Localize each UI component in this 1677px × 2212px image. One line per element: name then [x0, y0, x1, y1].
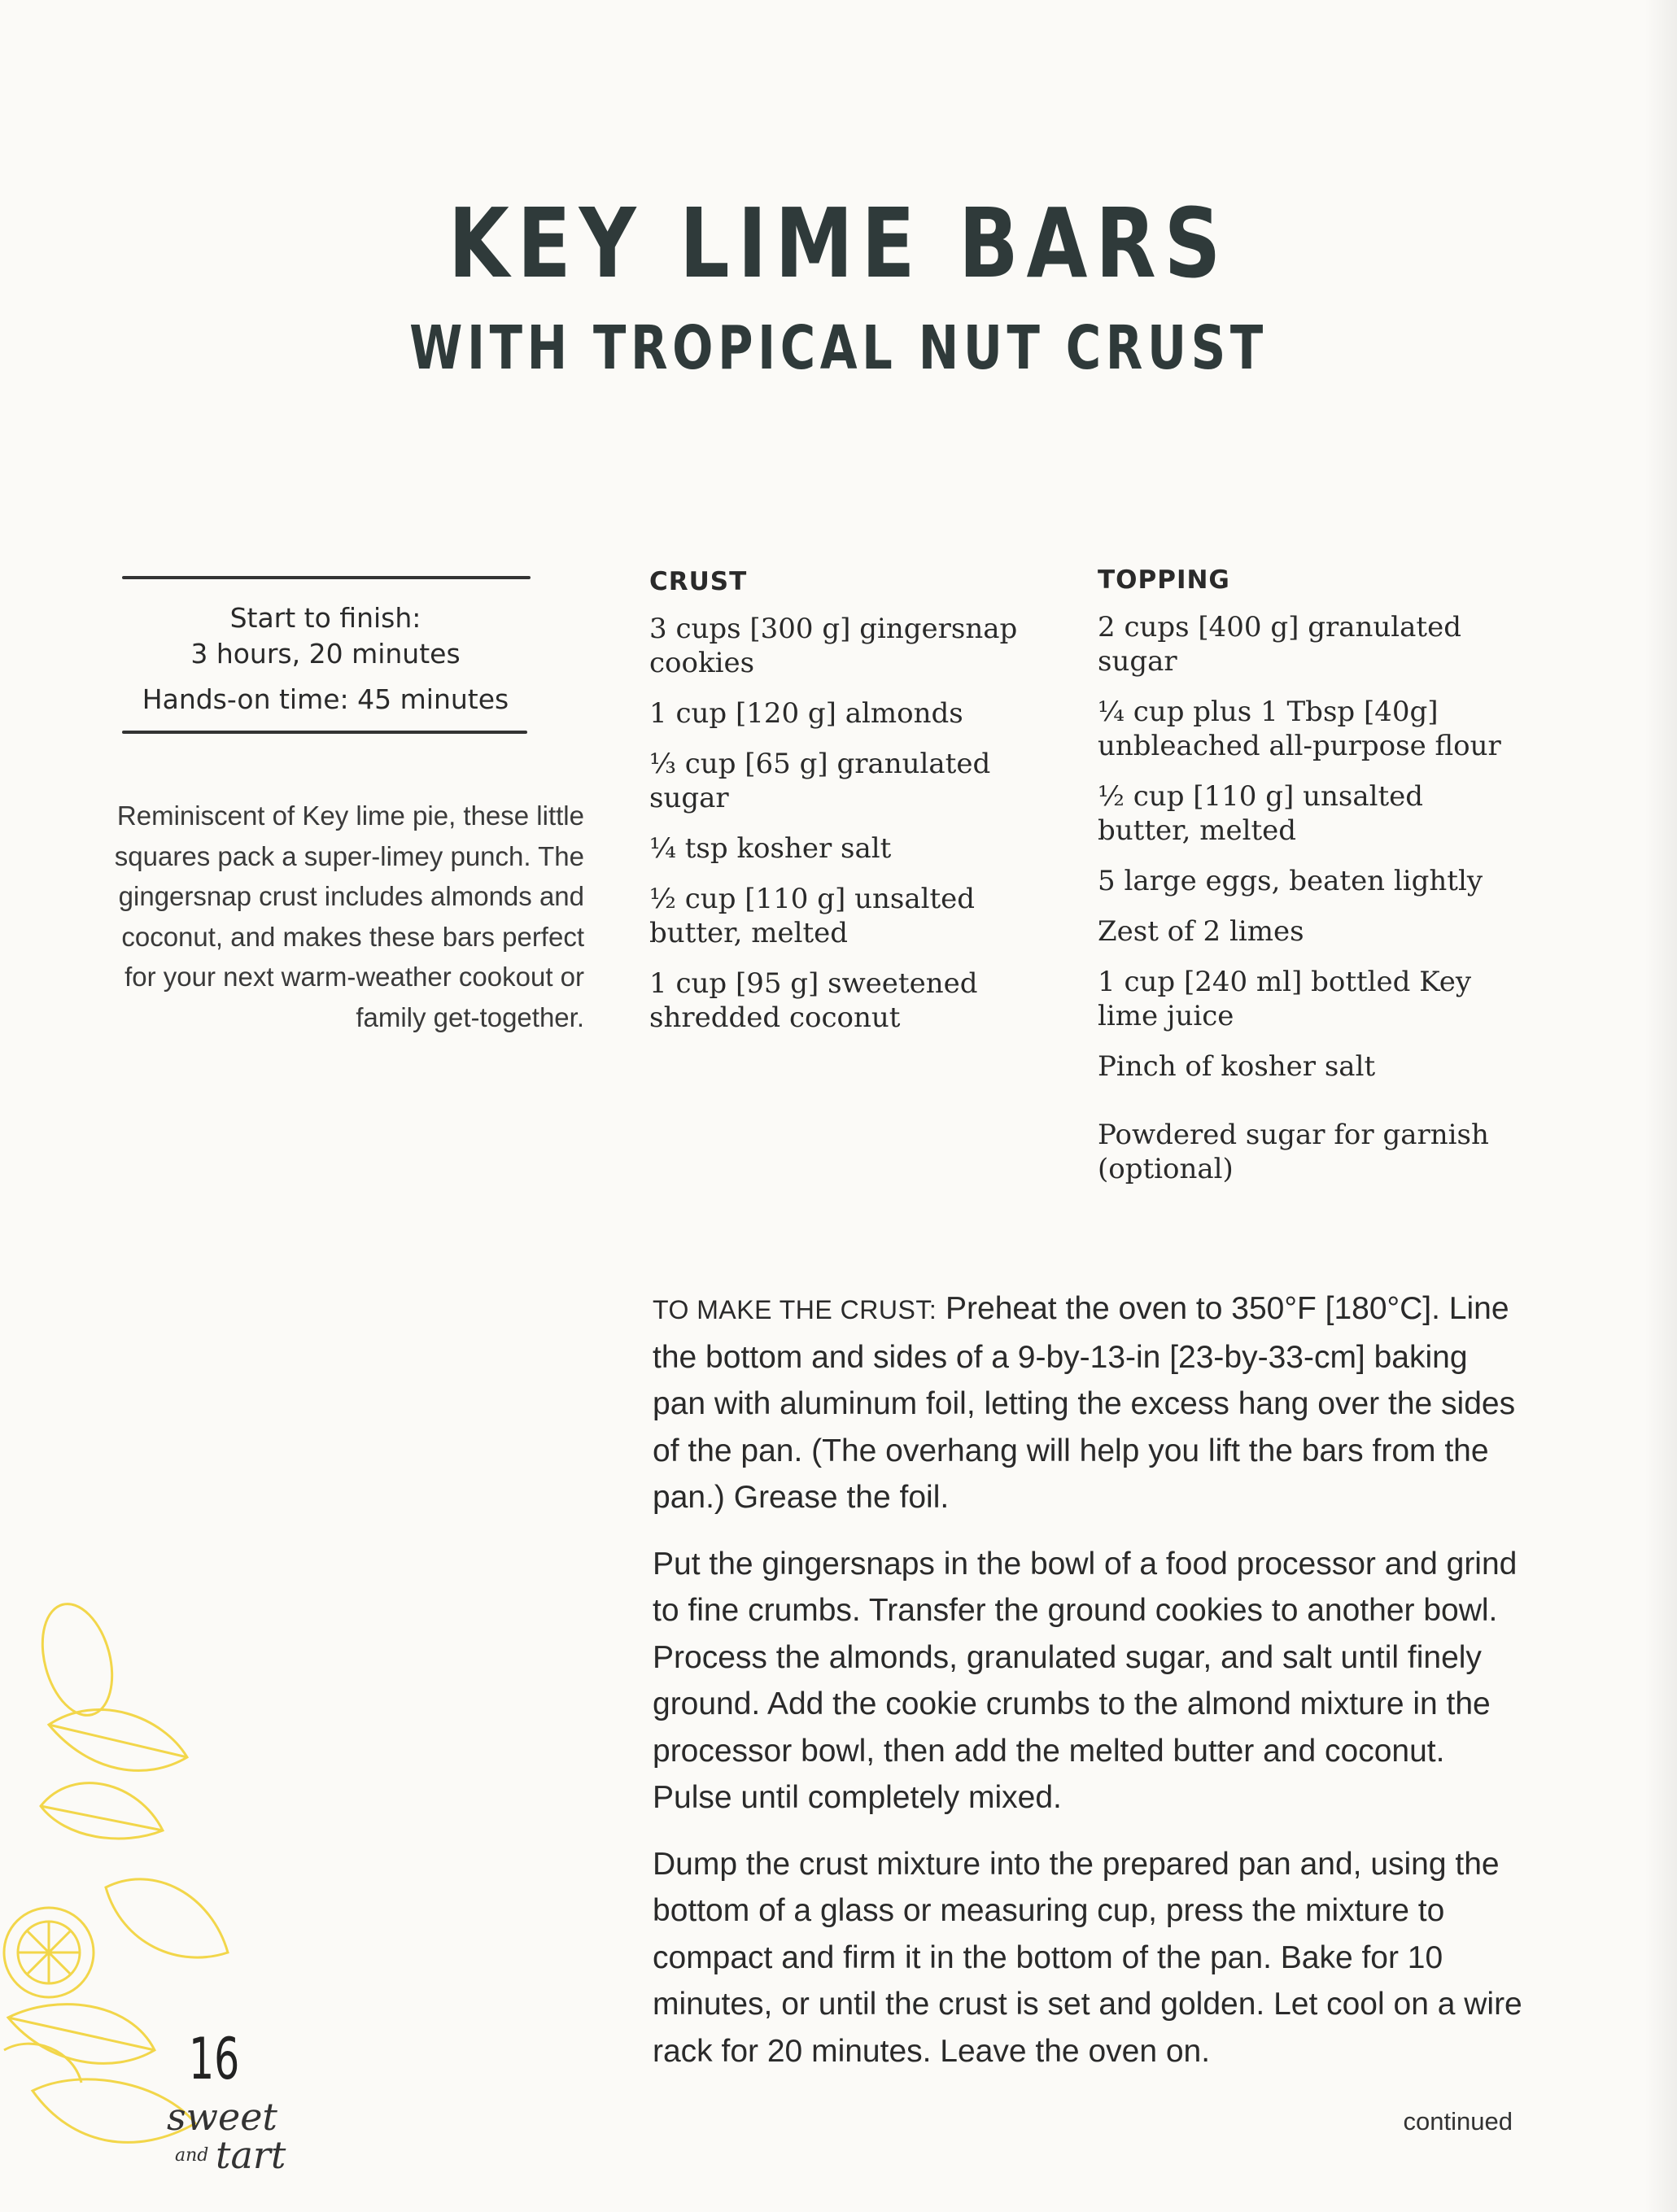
- continued-label: continued: [1403, 2107, 1513, 2136]
- ingredient-item: 2 cups [400 g] granulated sugar: [1098, 611, 1461, 678]
- ingredient-item: 3 cups [300 g] gingersnap cookies: [649, 613, 1018, 679]
- recipe-title: KEY LIME BARS: [448, 187, 1229, 299]
- ingredient-item: 1 cup [95 g] sweetened shredded coconut: [649, 967, 978, 1034]
- crust-heading: CRUST: [649, 567, 748, 596]
- ingredient-item: Zest of 2 limes: [1098, 915, 1304, 948]
- book-title-and: and: [175, 2145, 209, 2166]
- ingredient-item: ¼ cup plus 1 Tbsp [40g] unbleached all-purpose flour: [1098, 696, 1501, 762]
- method-step-2: Put the gingersnaps in the bowl of a food processor and grind to fine crumbs. Transfer the ground cookies to another bowl. Process the almonds, granulated sugar, and salt until finely ground. Add the cookie crumbs to the almond mixture in the processor bowl, then add the melted butter and coconut. Pulse until completely mixed.: [653, 1546, 1518, 1815]
- ingredient-item: 5 large eggs, beaten lightly: [1098, 865, 1483, 897]
- ingredient-item: ½ cup [110 g] unsalted butter, melted: [1098, 780, 1424, 847]
- start-to-finish-label: Start to finish:: [229, 602, 421, 634]
- book-title-sweet: sweet: [167, 2095, 277, 2139]
- ingredient-item-garnish: Powdered sugar for garnish (optional): [1098, 1119, 1489, 1185]
- method-lead: TO MAKE THE CRUST:: [653, 1295, 937, 1324]
- recipe-subtitle: WITH TROPICAL NUT CRUST: [409, 313, 1268, 383]
- topping-heading: TOPPING: [1098, 565, 1230, 595]
- divider-bottom: [122, 731, 527, 734]
- book-title-tart: tart: [216, 2133, 286, 2177]
- method-section: [653, 1285, 1523, 2094]
- ingredient-item: 1 cup [120 g] almonds: [649, 697, 963, 730]
- time-box: [122, 600, 529, 718]
- ingredient-item: Pinch of kosher salt: [1098, 1050, 1376, 1083]
- method-step-3: Dump the crust mixture into the prepared pan and, using the bottom of a glass or measuring cup, press the mixture to compact and firm it in the bottom of the pan. Bake for 10 minutes, or until the crust is set and golden. Let cool on a wire rack for 20 minutes. Leave the oven on.: [653, 1846, 1522, 2069]
- page-number: 16: [189, 2026, 240, 2092]
- ingredient-item: ¼ tsp kosher salt: [649, 832, 892, 865]
- start-to-finish-value: 3 hours, 20 minutes: [190, 638, 461, 670]
- ingredient-item: 1 cup [240 ml] bottled Key lime juice: [1098, 966, 1472, 1032]
- lemon-illustration: [0, 1595, 260, 2180]
- intro-text: Reminiscent of Key lime pie, these little squares pack a super-limey punch. The gingersnap crust includes almonds and coconut, and makes these bars perfect for your next warm-weather cookout or family get-together.: [114, 801, 584, 1032]
- ingredient-item: ⅓ cup [65 g] granulated sugar: [649, 748, 991, 814]
- method-step-1: [653, 1285, 1523, 1521]
- divider-top: [122, 576, 531, 579]
- page-edge-shadow: [1644, 0, 1677, 2212]
- method-step-1-text: Preheat the oven to 350°F [180°C]. Line the bottom and sides of a 9-by-13-in [23-by-33-cm] baking pan with aluminum foil, letting the excess hang over the sides of the pan. (The overhang will help you lift the bars from the pan.) Grease the foil.: [653, 1291, 1516, 1515]
- crust-ingredients: [649, 565, 1072, 1051]
- topping-ingredients: [1098, 563, 1521, 1202]
- hands-on-time: Hands-on time: 45 minutes: [142, 683, 509, 715]
- ingredient-item: ½ cup [110 g] unsalted butter, melted: [649, 883, 976, 949]
